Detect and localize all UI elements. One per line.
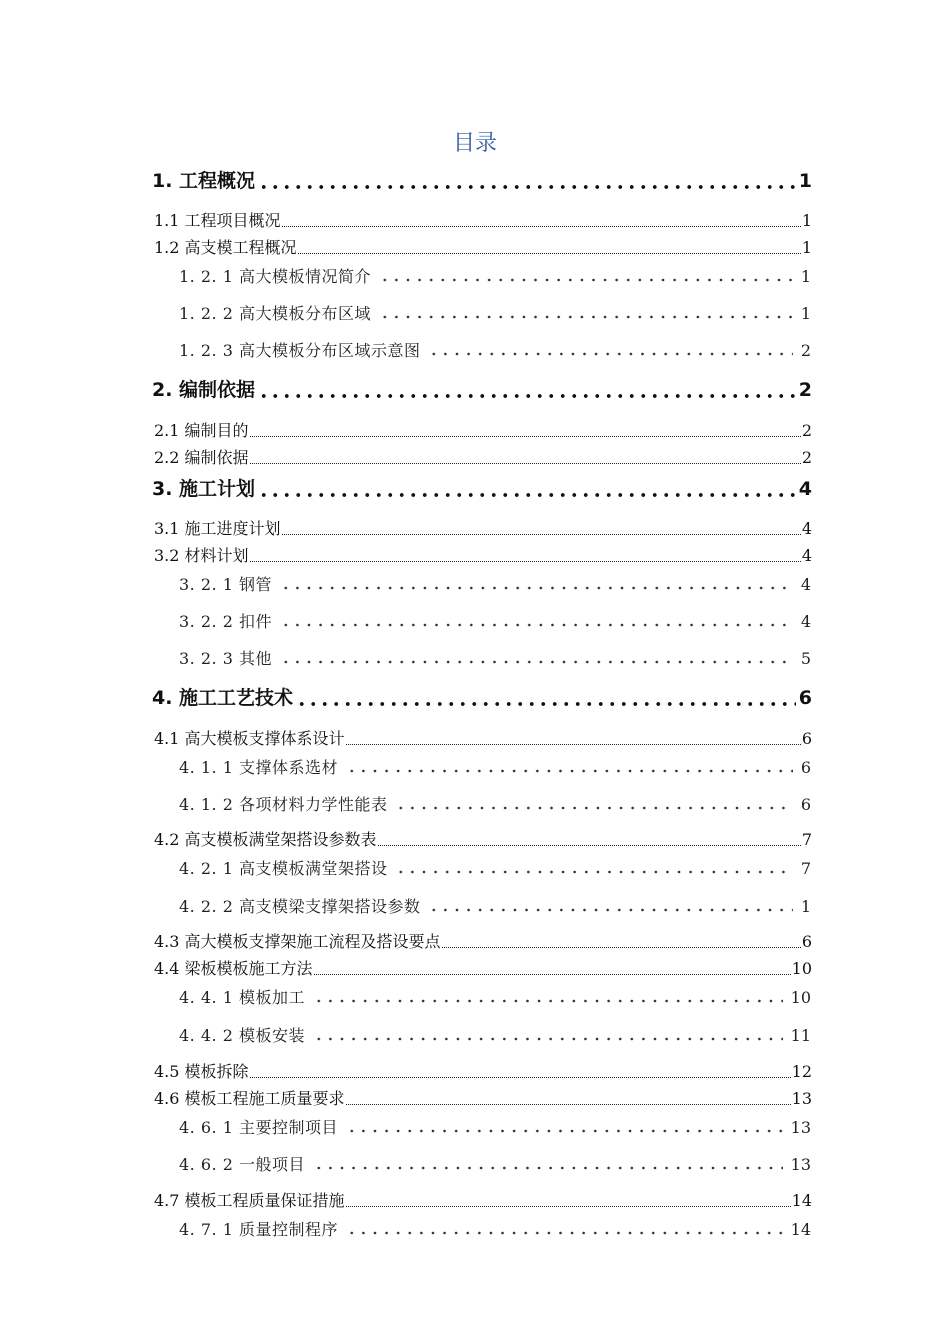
toc-entry-page: 10 xyxy=(791,959,812,978)
toc-title: 目录 xyxy=(452,131,497,156)
toc-entry-page: 2 xyxy=(800,341,811,360)
toc-entry-label: 4.5 模板拆除 xyxy=(154,1062,249,1081)
toc-entry-1-2-2[interactable] xyxy=(179,299,811,325)
toc-entry-page: 5 xyxy=(800,649,811,668)
toc-entry-4-1-1[interactable] xyxy=(179,753,811,779)
toc-entry-page: 1 xyxy=(800,304,811,323)
toc-entry-4-2-1[interactable] xyxy=(179,854,811,880)
toc-entry-4-2[interactable] xyxy=(154,827,812,851)
toc-entry-page: 1 xyxy=(801,211,812,230)
dot-leader xyxy=(346,738,801,745)
toc-entry-label: 4. 1. 1 支撑体系选材 xyxy=(179,758,338,777)
toc-entry-label: 1. 2. 1 高大模板情况简介 xyxy=(179,267,371,286)
dot-leader xyxy=(280,581,793,591)
toc-entry-label: 1. 工程概况 xyxy=(152,170,256,192)
dot-leader xyxy=(296,686,796,708)
toc-entry-page: 1 xyxy=(801,238,812,257)
toc-entry-label: 4.7 模板工程质量保证措施 xyxy=(154,1191,345,1210)
toc-entry-label: 4.3 高大模板支撑架施工流程及搭设要点 xyxy=(154,932,441,951)
toc-entry-label: 4. 2. 1 高支模板满堂架搭设 xyxy=(179,859,388,878)
dot-leader xyxy=(428,347,792,357)
dot-leader xyxy=(250,1071,791,1078)
toc-entry-2-2[interactable] xyxy=(154,445,812,469)
toc-entry-page: 2 xyxy=(801,421,812,440)
toc-entry-page: 4 xyxy=(800,612,811,631)
toc-entry-2[interactable] xyxy=(152,373,812,403)
dot-leader xyxy=(282,220,801,227)
toc-entry-4-7[interactable] xyxy=(154,1188,812,1212)
toc-entry-2-1[interactable] xyxy=(154,418,812,442)
toc-entry-page: 13 xyxy=(790,1118,811,1137)
toc-entry-page: 4 xyxy=(801,519,812,538)
toc-entry-page: 4 xyxy=(798,478,812,500)
dot-leader xyxy=(346,1098,791,1105)
toc-entry-4-4-2[interactable] xyxy=(179,1021,811,1047)
dot-leader xyxy=(442,941,801,948)
toc-entry-4-6[interactable] xyxy=(154,1086,812,1110)
dot-leader xyxy=(346,1200,791,1207)
toc-entry-label: 1.2 高支模工程概况 xyxy=(154,238,297,257)
dot-leader xyxy=(379,273,793,283)
dot-leader xyxy=(298,247,801,254)
dot-leader xyxy=(258,169,796,191)
toc-entry-label: 4. 4. 1 模板加工 xyxy=(179,988,305,1007)
toc-entry-1-2[interactable] xyxy=(154,235,812,259)
toc-entry-page: 1 xyxy=(800,897,811,916)
toc-entry-label: 4. 6. 1 主要控制项目 xyxy=(179,1118,338,1137)
toc-entry-page: 4 xyxy=(801,546,812,565)
toc-entry-page: 13 xyxy=(791,1089,812,1108)
toc-entry-4-6-1[interactable] xyxy=(179,1113,811,1139)
dot-leader xyxy=(313,1161,783,1171)
toc-entry-label: 1. 2. 2 高大模板分布区域 xyxy=(179,304,371,323)
toc-entry-page: 1 xyxy=(800,267,811,286)
dot-leader xyxy=(250,430,801,437)
toc-entry-label: 3. 2. 3 其他 xyxy=(179,649,272,668)
toc-entry-label: 2.1 编制目的 xyxy=(154,421,249,440)
toc-entry-4-1[interactable] xyxy=(154,726,812,750)
toc-entry-page: 14 xyxy=(791,1191,812,1210)
toc-entry-3-2[interactable] xyxy=(154,543,812,567)
toc-entry-3-2-1[interactable] xyxy=(179,570,811,596)
dot-leader xyxy=(395,865,792,875)
toc-entry-1-2-3[interactable] xyxy=(179,336,811,362)
toc-entry-page: 1 xyxy=(798,170,812,192)
toc-entry-4-7-1[interactable] xyxy=(179,1215,811,1241)
dot-leader xyxy=(346,764,793,774)
toc-entry-page: 6 xyxy=(800,758,811,777)
dot-leader xyxy=(280,655,793,665)
toc-entry-page: 7 xyxy=(800,859,811,878)
toc-entry-label: 2.2 编制依据 xyxy=(154,448,249,467)
dot-leader xyxy=(282,528,801,535)
toc-entry-label: 3. 2. 2 扣件 xyxy=(179,612,272,631)
toc-entry-3[interactable] xyxy=(152,472,812,502)
toc-entry-4-2-2[interactable] xyxy=(179,892,811,918)
toc-entry-label: 4. 施工工艺技术 xyxy=(152,687,294,709)
toc-entry-1-1[interactable] xyxy=(154,208,812,232)
dot-leader xyxy=(395,801,792,811)
toc-entry-3-2-3[interactable] xyxy=(179,644,811,670)
toc-entry-page: 13 xyxy=(790,1155,811,1174)
dot-leader xyxy=(313,1032,783,1042)
dot-leader xyxy=(346,1226,783,1236)
toc-entry-1[interactable] xyxy=(152,164,812,194)
dot-leader xyxy=(379,310,793,320)
toc-entry-label: 4. 1. 2 各项材料力学性能表 xyxy=(179,795,388,814)
dot-leader xyxy=(313,994,783,1004)
toc-entry-label: 3.2 材料计划 xyxy=(154,546,249,565)
toc-entry-4-1-2[interactable] xyxy=(179,790,811,816)
dot-leader xyxy=(250,555,801,562)
toc-entry-4-4-1[interactable] xyxy=(179,983,811,1009)
toc-entry-page: 6 xyxy=(801,729,812,748)
toc-entry-label: 4.6 模板工程施工质量要求 xyxy=(154,1089,345,1108)
toc-entry-4-3[interactable] xyxy=(154,929,812,953)
toc-entry-label: 1. 2. 3 高大模板分布区域示意图 xyxy=(179,341,421,360)
toc-entry-4-6-2[interactable] xyxy=(179,1150,811,1176)
toc-entry-label: 3. 2. 1 钢管 xyxy=(179,575,272,594)
toc-entry-label: 4.2 高支模板满堂架搭设参数表 xyxy=(154,830,377,849)
toc-entry-label: 4. 2. 2 高支模梁支撑架搭设参数 xyxy=(179,897,421,916)
dot-leader xyxy=(314,968,791,975)
toc-entry-page: 6 xyxy=(800,795,811,814)
toc-entry-3-1[interactable] xyxy=(154,516,812,540)
toc-entry-1-2-1[interactable] xyxy=(179,262,811,288)
toc-entry-label: 3. 施工计划 xyxy=(152,478,256,500)
toc-entry-page: 2 xyxy=(801,448,812,467)
dot-leader xyxy=(428,903,792,913)
toc-entry-page: 6 xyxy=(801,932,812,951)
dot-leader xyxy=(258,378,796,400)
toc-entry-4[interactable] xyxy=(152,681,812,711)
toc-entry-page: 14 xyxy=(790,1220,811,1239)
toc-entry-label: 4.1 高大模板支撑体系设计 xyxy=(154,729,345,748)
toc-entry-label: 3.1 施工进度计划 xyxy=(154,519,281,538)
dot-leader xyxy=(378,839,801,846)
dot-leader xyxy=(258,477,796,499)
toc-entry-label: 4. 4. 2 模板安装 xyxy=(179,1026,305,1045)
toc-entry-page: 12 xyxy=(791,1062,812,1081)
toc-entry-page: 6 xyxy=(798,687,812,709)
toc-entry-label: 4. 6. 2 一般项目 xyxy=(179,1155,305,1174)
toc-entry-label: 4.4 梁板模板施工方法 xyxy=(154,959,313,978)
toc-entry-3-2-2[interactable] xyxy=(179,607,811,633)
dot-leader xyxy=(346,1124,783,1134)
toc-entry-label: 1.1 工程项目概况 xyxy=(154,211,281,230)
toc-entry-4-4[interactable] xyxy=(154,956,812,980)
dot-leader xyxy=(250,457,801,464)
toc-entry-page: 2 xyxy=(798,379,812,401)
toc-entry-page: 11 xyxy=(790,1026,811,1045)
dot-leader xyxy=(280,618,793,628)
toc-entry-label: 2. 编制依据 xyxy=(152,379,256,401)
toc-entry-page: 4 xyxy=(800,575,811,594)
toc-entry-label: 4. 7. 1 质量控制程序 xyxy=(179,1220,338,1239)
toc-entry-page: 10 xyxy=(790,988,811,1007)
toc-entry-4-5[interactable] xyxy=(154,1059,812,1083)
toc-entry-page: 7 xyxy=(801,830,812,849)
